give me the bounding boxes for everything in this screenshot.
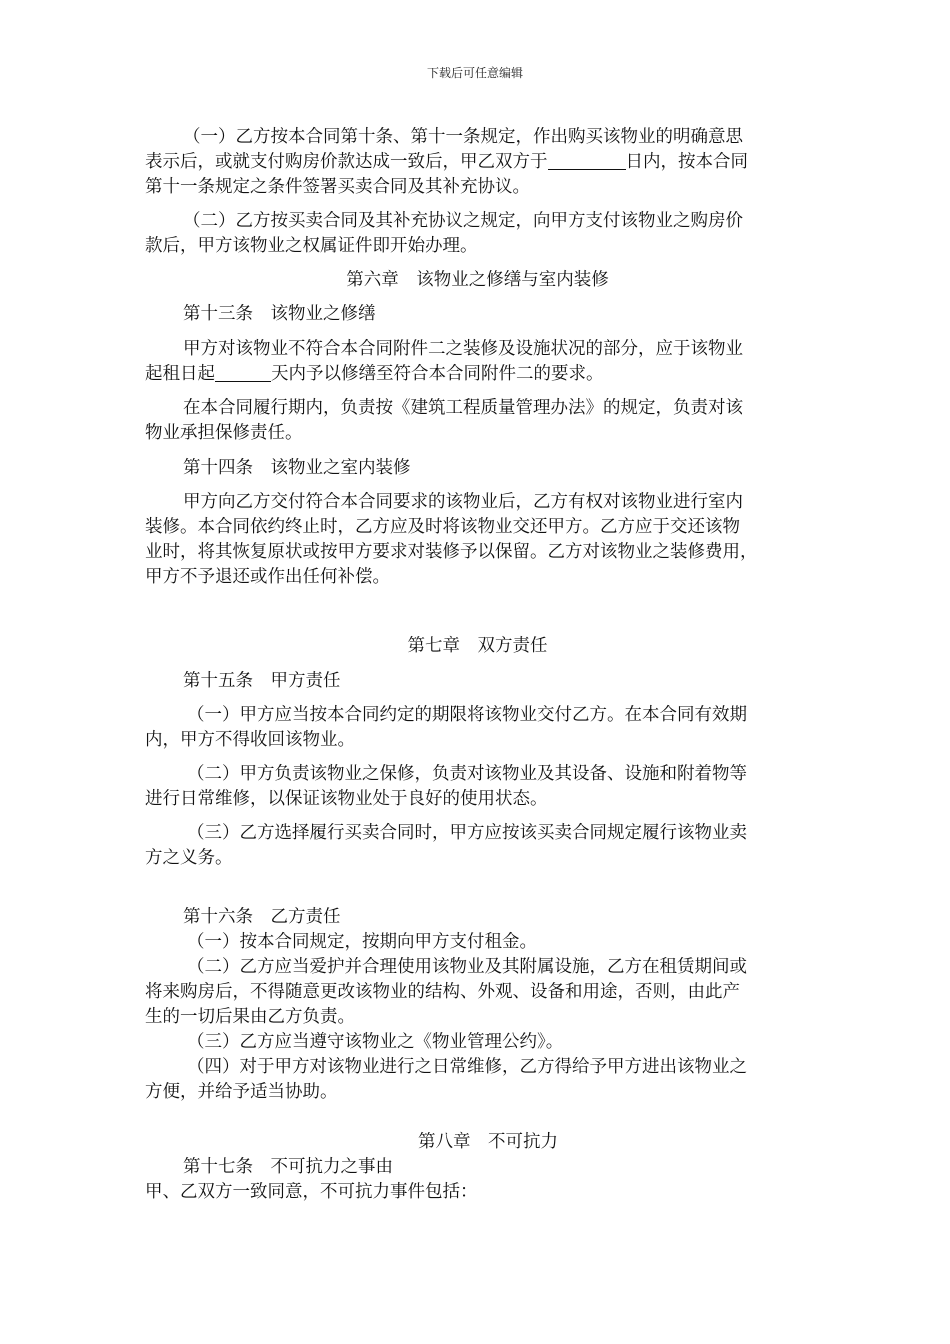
article-13-title: 第十三条 该物业之修缮 xyxy=(183,304,376,324)
article-15-item-1-line-2: 内，甲方不得收回该物业。 xyxy=(145,730,355,750)
para-1-line-1: （一）乙方按本合同第十条、第十一条规定，作出购买该物业的明确意思 xyxy=(183,127,743,147)
para-2-line-1: （二）乙方按买卖合同及其补充协议之规定，向甲方支付该物业之购房价 xyxy=(183,211,743,231)
article-15-item-2-line-1: （二）甲方负责该物业之保修，负责对该物业及其设备、设施和附着物等 xyxy=(187,764,747,784)
article-15-item-3-line-1: （三）乙方选择履行买卖合同时，甲方应按该买卖合同规定履行该物业卖 xyxy=(187,823,747,843)
page-header-note: 下载后可任意编辑 xyxy=(426,66,523,80)
para-1-line-2-text-a: 表示后，或就支付购房价款达成一致后，甲乙双方于 xyxy=(145,152,548,172)
article-15-item-1-line-1: （一）甲方应当按本合同约定的期限将该物业交付乙方。在本合同有效期 xyxy=(187,705,747,725)
article-13-para-1-line-1: 甲方对该物业不符合本合同附件二之装修及设施状况的部分，应于该物业 xyxy=(183,339,743,359)
article-16-title: 第十六条 乙方责任 xyxy=(183,907,341,927)
article-16-item-4-line-1: （四）对于甲方对该物业进行之日常维修，乙方得给予甲方进出该物业之 xyxy=(187,1057,747,1077)
article-16-item-3: （三）乙方应当遵守该物业之《物业管理公约》。 xyxy=(187,1032,564,1052)
article-16-item-4-line-2: 方便，并给予适当协助。 xyxy=(145,1082,338,1102)
article-13-text-b: 天内予以修缮至符合本合同附件二的要求。 xyxy=(271,364,604,384)
article-16-item-1: （一）按本合同规定，按期向甲方支付租金。 xyxy=(187,932,537,952)
article-15-title: 第十五条 甲方责任 xyxy=(183,671,341,691)
repair-days-blank-field xyxy=(215,363,271,382)
article-17-title: 第十七条 不可抗力之事由 xyxy=(183,1157,393,1177)
article-16-item-2-line-2: 将来购房后，不得随意更改该物业的结构、外观、设备和用途，否则，由此产 xyxy=(145,982,740,1002)
para-2-line-2: 款后，甲方该物业之权属证件即开始办理。 xyxy=(145,236,478,256)
article-14-line-4: 甲方不予退还或作出任何补偿。 xyxy=(145,567,390,587)
para-1-line-2 xyxy=(145,150,810,174)
article-16-item-2-line-3: 生的一切后果由乙方负责。 xyxy=(145,1007,355,1027)
article-14-title: 第十四条 该物业之室内装修 xyxy=(183,458,411,478)
article-13-para-1-line-2 xyxy=(145,362,810,386)
article-15-item-2-line-2: 进行日常维修，以保证该物业处于良好的使用状态。 xyxy=(145,789,548,809)
chapter-8-heading: 第八章 不可抗力 xyxy=(418,1132,558,1152)
article-13-para-2-line-2: 物业承担保修责任。 xyxy=(145,423,303,443)
article-16-item-2-line-1: （二）乙方应当爱护并合理使用该物业及其附属设施，乙方在租赁期间或 xyxy=(187,957,747,977)
para-1-line-3: 第十一条规定之条件签署买卖合同及其补充协议。 xyxy=(145,177,530,197)
article-13-text-a: 起租日起 xyxy=(145,364,215,384)
para-1-line-2-text-b: 日内，按本合同 xyxy=(625,152,748,172)
article-13-para-2-line-1: 在本合同履行期内，负责按《建筑工程质量管理办法》的规定，负责对该 xyxy=(183,398,743,418)
chapter-7-heading: 第七章 双方责任 xyxy=(407,636,548,656)
article-14-line-1: 甲方向乙方交付符合本合同要求的该物业后，乙方有权对该物业进行室内 xyxy=(183,492,743,512)
chapter-6-heading: 第六章 该物业之修缮与室内装修 xyxy=(346,270,609,290)
article-15-item-3-line-2: 方之义务。 xyxy=(145,848,233,868)
article-14-line-3: 业时，将其恢复原状或按甲方要求对装修予以保留。乙方对该物业之装修费用， xyxy=(145,542,758,562)
article-14-line-2: 装修。本合同依约终止时，乙方应及时将该物业交还甲方。乙方应于交还该物 xyxy=(145,517,740,537)
days-blank-field xyxy=(548,151,626,170)
article-17-line-1: 甲、乙双方一致同意，不可抗力事件包括： xyxy=(145,1182,478,1202)
